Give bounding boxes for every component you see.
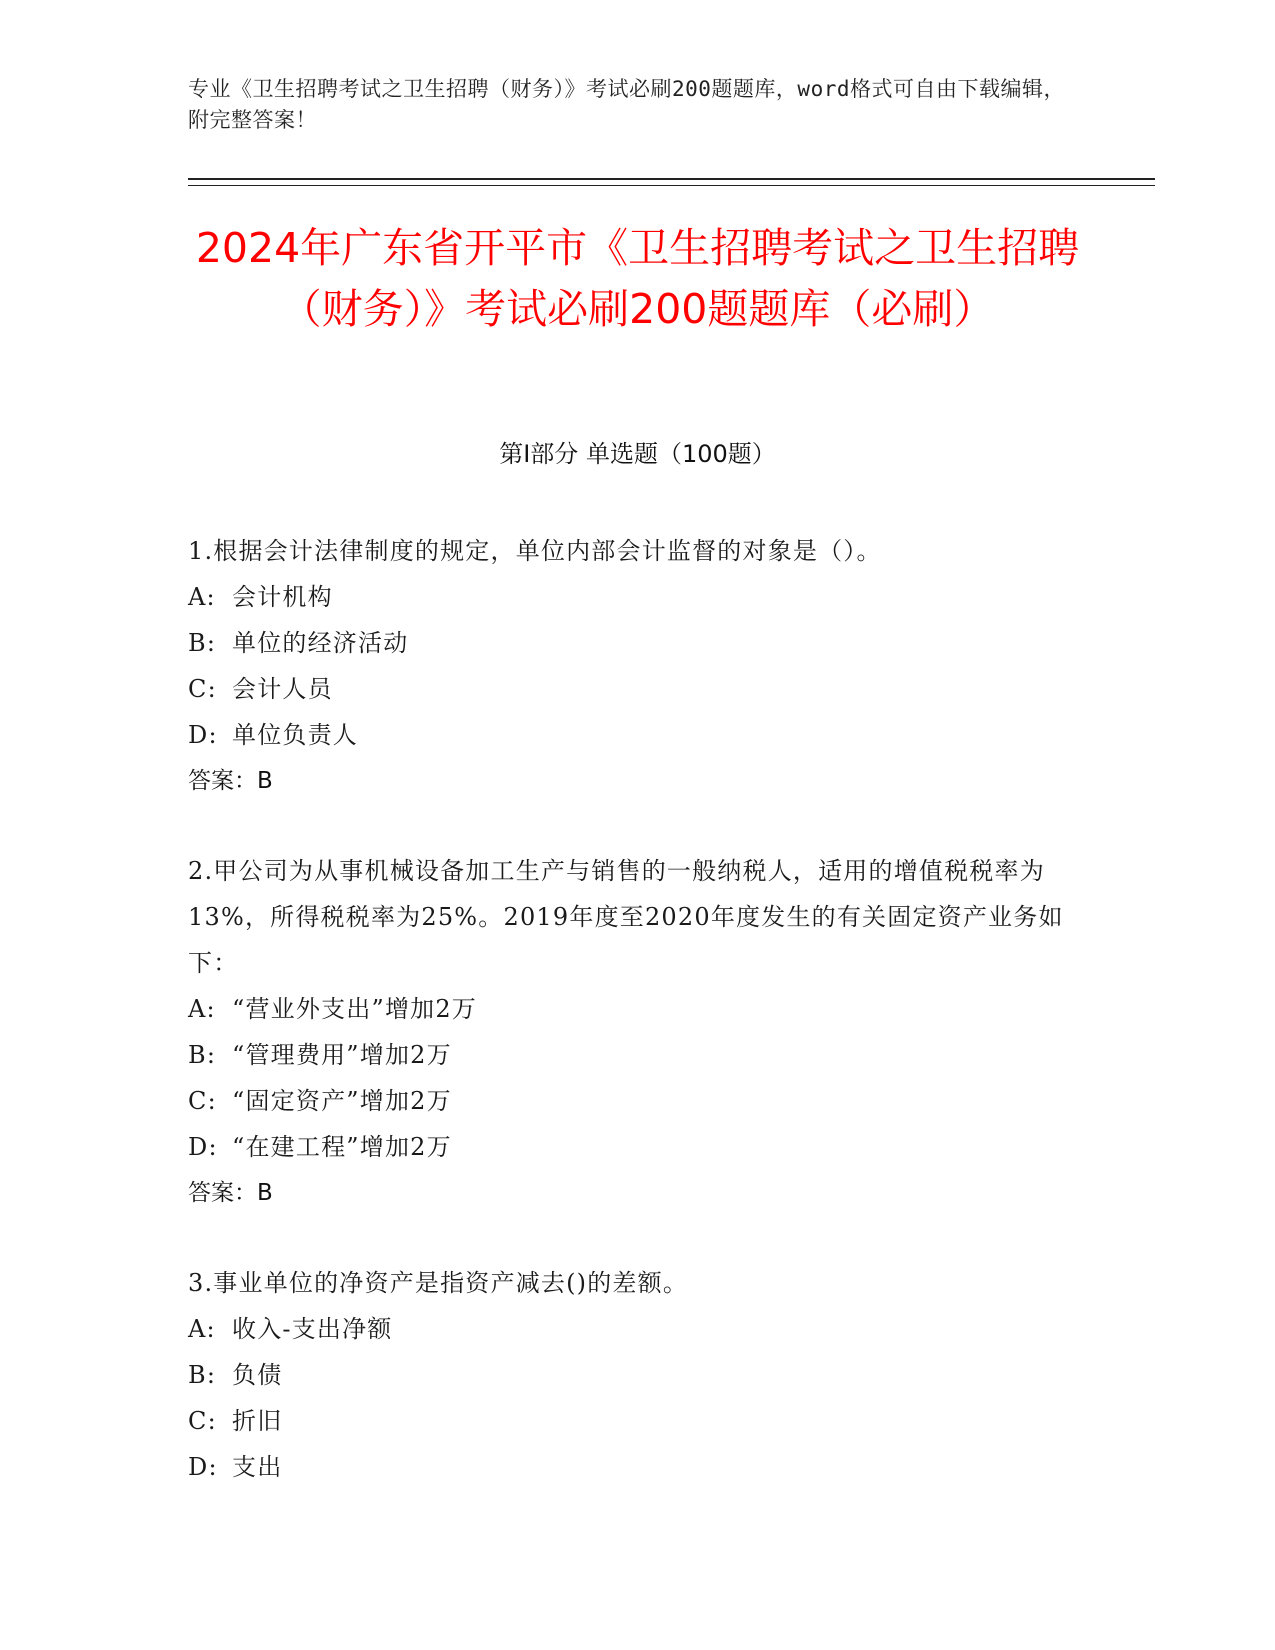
header-divider-bottom [188, 185, 1155, 186]
question-stem: 1.根据会计法律制度的规定，单位内部会计监督的对象是（）。 [188, 537, 882, 565]
option-d [188, 1444, 1078, 1490]
option-text: 单位负责人 [232, 721, 358, 749]
option-text: 会计人员 [232, 675, 333, 703]
option-a [188, 574, 1078, 620]
option-letter: C: [188, 1087, 217, 1115]
option-letter: D: [188, 721, 218, 749]
answer-line: 答案：B [188, 768, 273, 794]
answer-line: 答案：B [188, 1180, 273, 1206]
question-list [188, 528, 1078, 1534]
option-text: “管理费用”增加2万 [232, 1041, 452, 1069]
option-letter: C: [188, 1407, 217, 1435]
document-title: 2024年广东省开平市《卫生招聘考试之卫生招聘（财务）》考试必刷200题题库（必刷） [195, 224, 1080, 333]
option-letter: A: [188, 1315, 216, 1343]
question-stem: 2.甲公司为从事机械设备加工生产与销售的一般纳税人，适用的增值税税率为13%，所得税税率为25%。2019年度至2020年度发生的有关固定资产业务如下： [188, 857, 1064, 977]
option-b [188, 1032, 1078, 1078]
option-d [188, 712, 1078, 758]
option-letter: A: [188, 583, 216, 611]
header-note: 专业《卫生招聘考试之卫生招聘（财务）》考试必刷200题题库，word格式可自由下载编辑，附完整答案！ [188, 77, 1065, 132]
option-text: 单位的经济活动 [232, 629, 409, 657]
option-a [188, 986, 1078, 1032]
option-d [188, 1124, 1078, 1170]
question-stem: 3.事业单位的净资产是指资产减去()的差额。 [188, 1269, 689, 1297]
option-text: “在建工程”增加2万 [232, 1133, 452, 1161]
header-divider-top [188, 178, 1155, 180]
option-letter: C: [188, 675, 217, 703]
option-b [188, 1352, 1078, 1398]
option-c [188, 1078, 1078, 1124]
option-letter: A: [188, 995, 216, 1023]
option-b [188, 620, 1078, 666]
option-letter: B: [188, 1361, 217, 1389]
option-letter: D: [188, 1133, 218, 1161]
option-text: “固定资产”增加2万 [232, 1087, 452, 1115]
option-c [188, 1398, 1078, 1444]
option-letter: D: [188, 1453, 218, 1481]
option-text: “营业外支出”增加2万 [232, 995, 478, 1023]
option-text: 会计机构 [232, 583, 333, 611]
question-1 [188, 528, 1078, 804]
question-3 [188, 1260, 1078, 1490]
option-a [188, 1306, 1078, 1352]
option-letter: B: [188, 1041, 217, 1069]
option-c [188, 666, 1078, 712]
question-2 [188, 848, 1078, 1216]
option-letter: B: [188, 629, 217, 657]
option-text: 支出 [232, 1453, 283, 1481]
option-text: 收入-支出净额 [232, 1315, 393, 1343]
option-text: 负债 [232, 1361, 283, 1389]
option-text: 折旧 [232, 1407, 283, 1435]
section-heading: 第I部分 单选题（100题） [499, 440, 776, 468]
